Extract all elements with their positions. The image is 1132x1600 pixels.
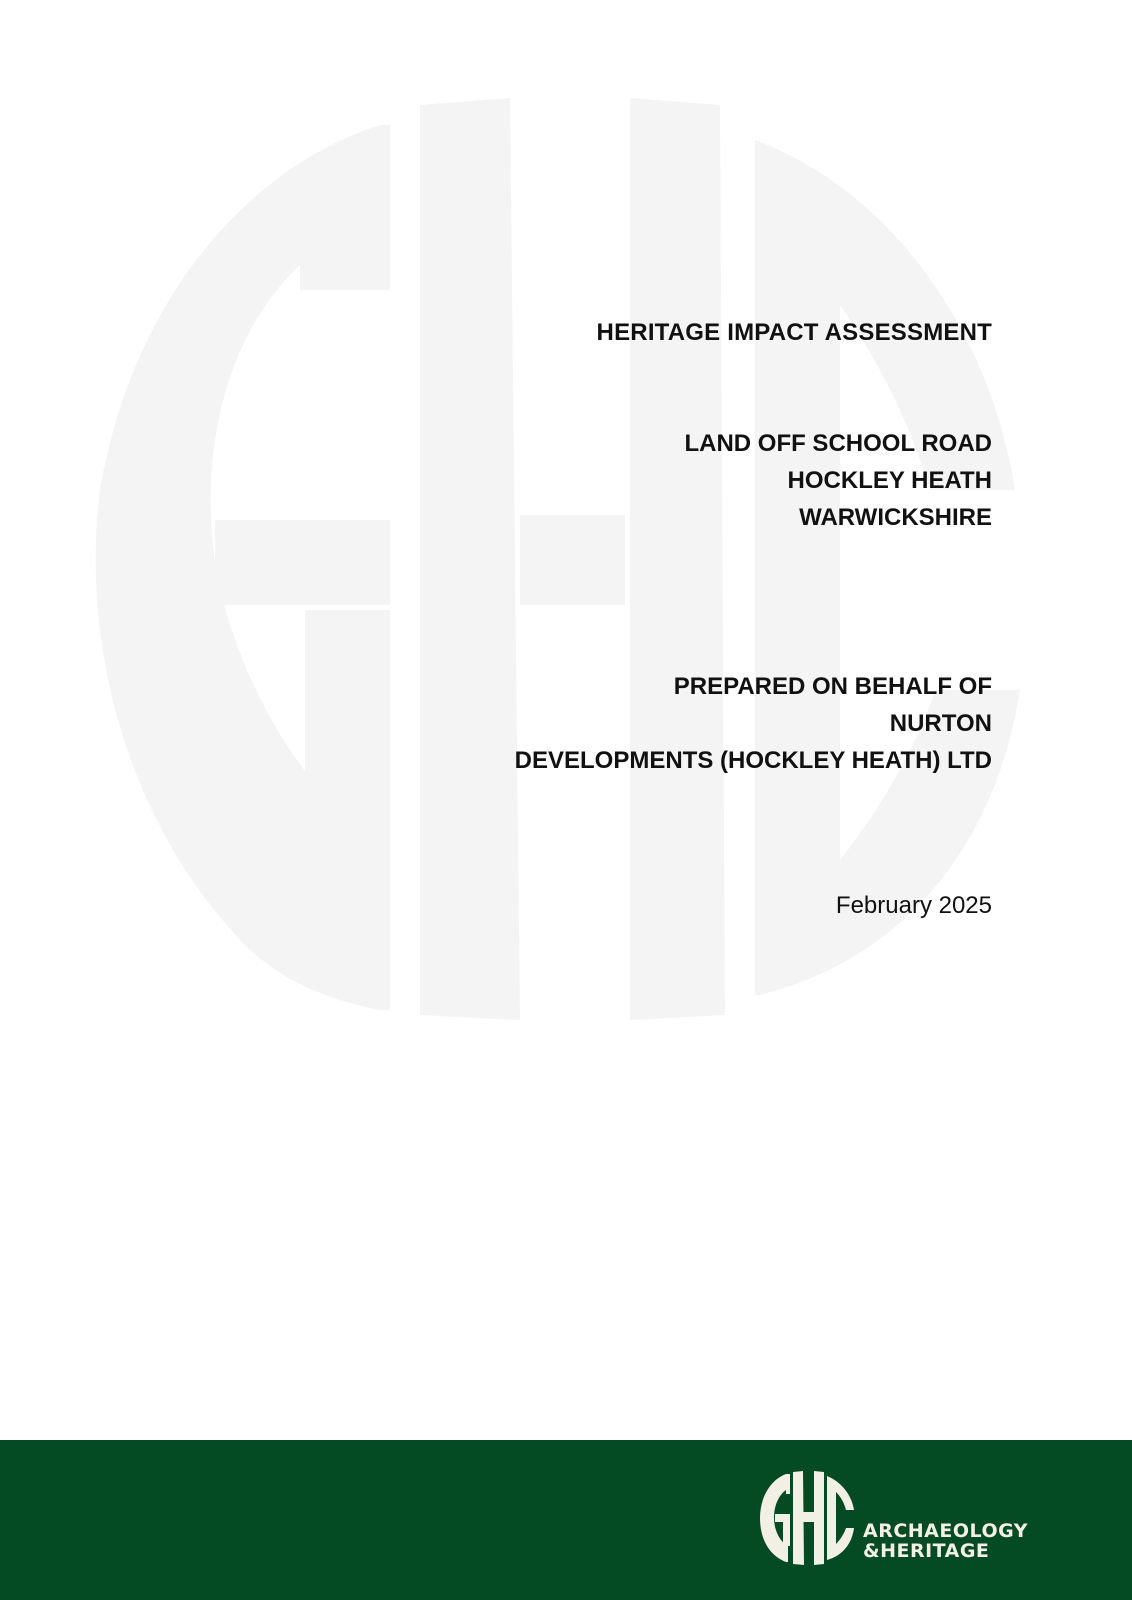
prepared-line-3: DEVELOPMENTS (HOCKLEY HEATH) LTD <box>514 747 992 774</box>
document-date: February 2025 <box>835 892 992 919</box>
site-line-3: WARWICKSHIRE <box>799 504 992 531</box>
logo-text-archaeology: ARCHAEOLOGY <box>863 1520 1029 1542</box>
site-address <box>684 425 992 536</box>
ghc-footer-logo <box>758 1468 1028 1568</box>
prepared-line-2: NURTON <box>889 710 992 737</box>
prepared-line-1: PREPARED ON BEHALF OF <box>673 673 992 700</box>
document-title: HERITAGE IMPACT ASSESSMENT <box>596 319 992 346</box>
ghc-logo-mark-icon <box>758 1468 858 1568</box>
title-section <box>597 315 992 351</box>
prepared-for <box>515 668 992 779</box>
site-line-2: HOCKLEY HEATH <box>787 467 992 494</box>
date-section <box>836 888 992 924</box>
site-line-1: LAND OFF SCHOOL ROAD <box>684 430 992 457</box>
logo-text-heritage: &HERITAGE <box>863 1540 990 1562</box>
